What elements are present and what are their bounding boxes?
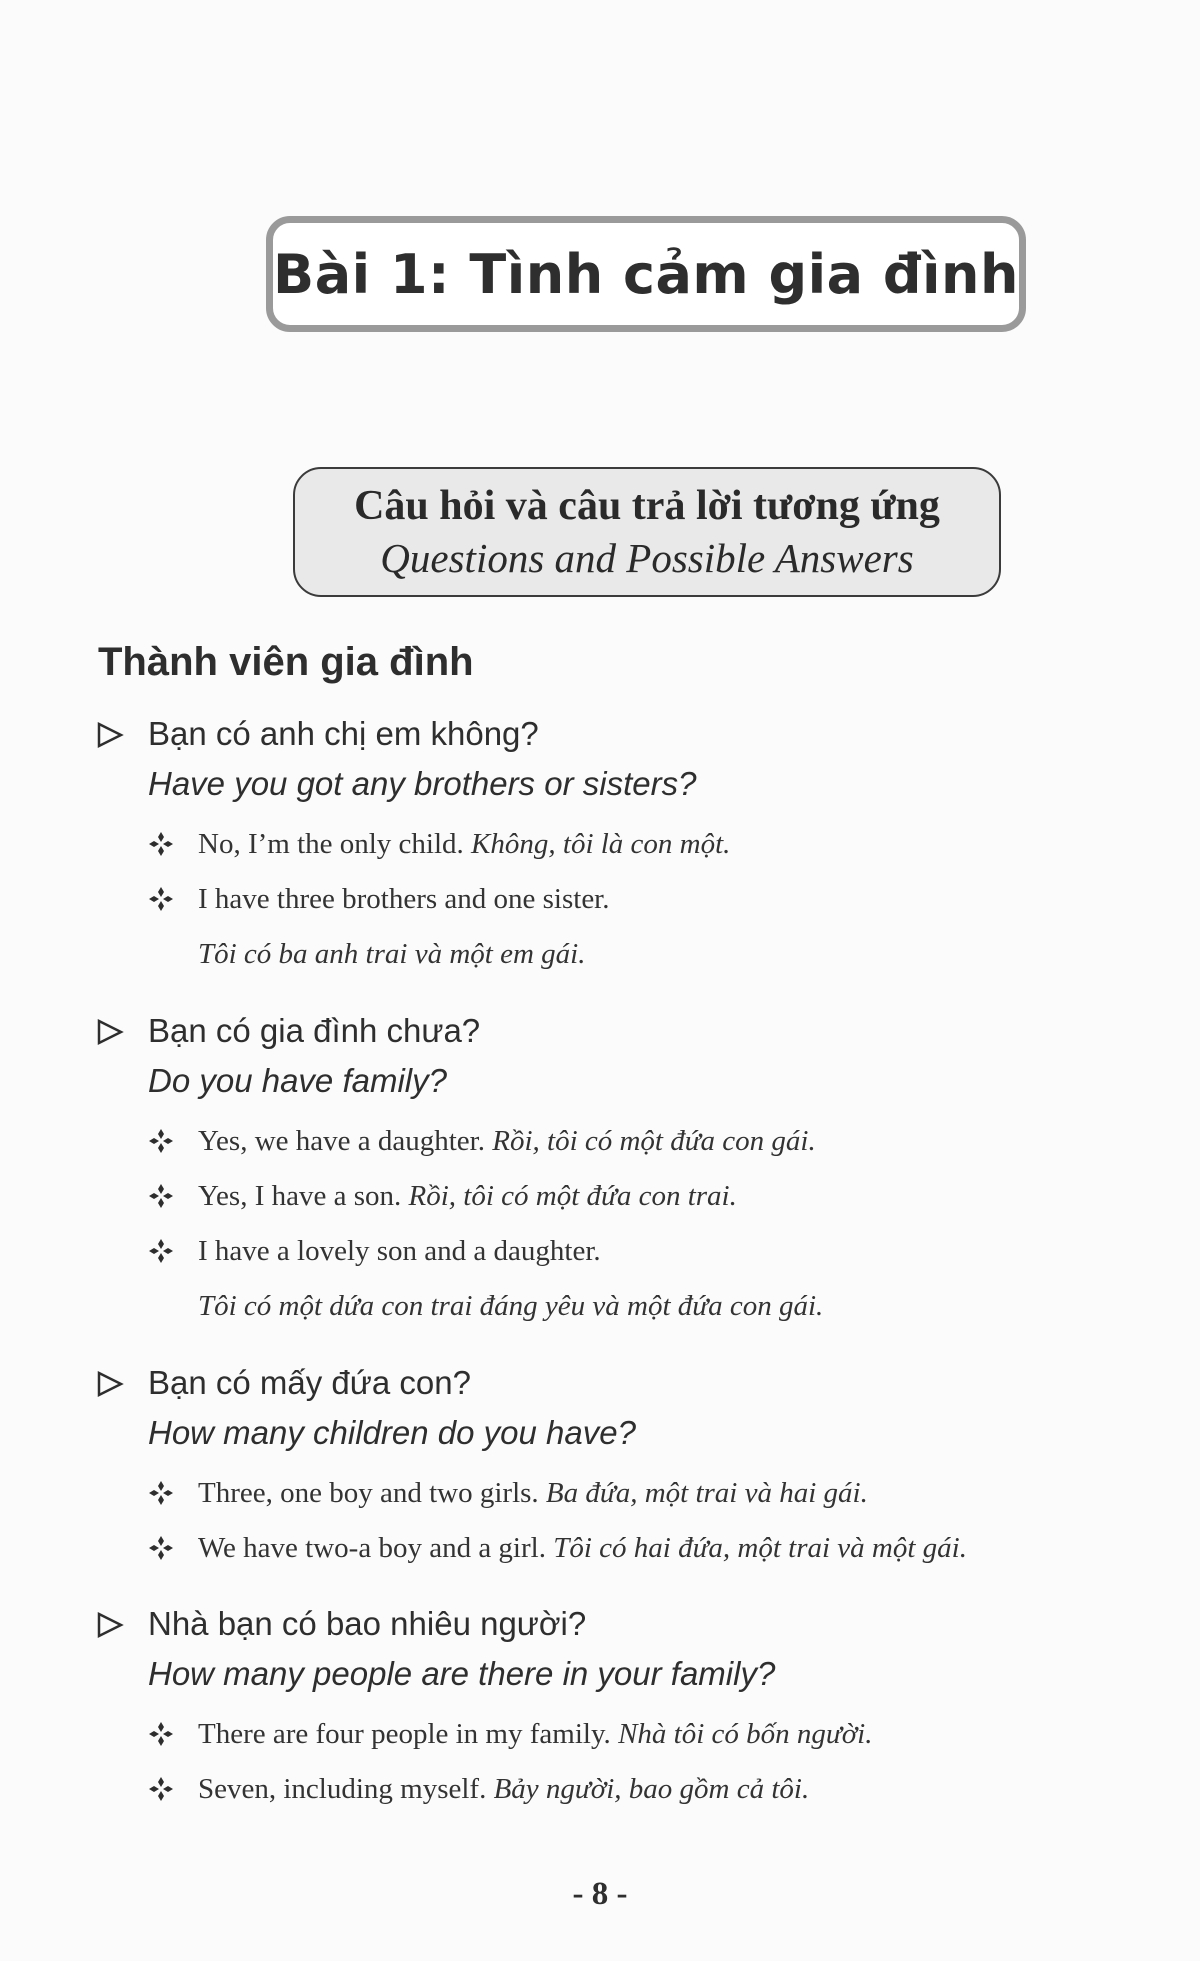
four-diamond-star-icon <box>148 1128 174 1154</box>
four-diamond-star-icon <box>148 1480 174 1506</box>
answer-list <box>96 1114 1156 1334</box>
four-diamond-star-icon <box>148 1183 174 1209</box>
question-vietnamese <box>96 1006 1156 1056</box>
question-block <box>96 1006 1156 1334</box>
answer-english: Three, one boy and two girls. <box>198 1477 539 1509</box>
four-diamond-star-icon <box>148 831 174 857</box>
question-vi-text: Bạn có mấy đứa con? <box>148 1364 471 1401</box>
question-english: Do you have family? <box>148 1062 447 1099</box>
subtitle-vietnamese: Câu hỏi và câu trả lời tương ứng <box>354 483 940 529</box>
lesson-title: Bài 1: Tình cảm gia đình <box>273 242 1019 306</box>
four-diamond-star-icon <box>148 1535 174 1561</box>
answer-english: No, I’m the only child. <box>198 828 464 860</box>
four-diamond-star-icon <box>148 1776 174 1802</box>
answer-item <box>96 1521 1156 1576</box>
answer-vietnamese: Tôi có ba anh trai và một em gái. <box>198 938 586 970</box>
question-english: How many people are there in your family? <box>148 1655 776 1692</box>
answer-english: Yes, we have a daughter. <box>198 1125 485 1157</box>
section-heading: Thành viên gia đình <box>98 640 474 684</box>
triangle-outline-icon <box>96 721 124 749</box>
answer-list <box>96 817 1156 982</box>
question-vi-text: Bạn có anh chị em không? <box>148 715 539 752</box>
triangle-outline-icon <box>96 1611 124 1639</box>
answer-list <box>96 1466 1156 1576</box>
answer-list <box>96 1707 1156 1817</box>
question-english: How many children do you have? <box>148 1414 636 1451</box>
answer-vietnamese: Tôi có một dứa con trai đáng yêu và một đứa con gái. <box>198 1290 824 1322</box>
subtitle-english: Questions and Possible Answers <box>380 535 914 581</box>
question-block <box>96 1358 1156 1576</box>
four-diamond-star-icon <box>148 1721 174 1747</box>
answer-english: Seven, including myself. <box>198 1773 487 1805</box>
answer-item <box>96 1169 1156 1224</box>
answer-item <box>96 817 1156 872</box>
question-english: Have you got any brothers or sisters? <box>148 765 697 802</box>
answer-item <box>96 1114 1156 1169</box>
subtitle-box <box>293 467 1001 597</box>
page-number: - 8 - <box>572 1876 628 1912</box>
question-block <box>96 1599 1156 1817</box>
question-vi-text: Bạn có gia đình chưa? <box>148 1012 481 1049</box>
answer-vietnamese: Bảy người, bao gồm cả tôi. <box>493 1773 810 1805</box>
answer-english: We have two-a boy and a girl. <box>198 1532 546 1564</box>
triangle-outline-icon <box>96 1370 124 1398</box>
answer-english: I have three brothers and one sister. <box>198 883 610 915</box>
question-vietnamese <box>96 1358 1156 1408</box>
question-vietnamese <box>96 709 1156 759</box>
answer-vietnamese: Rồi, tôi có một đứa con trai. <box>408 1180 737 1212</box>
four-diamond-star-icon <box>148 886 174 912</box>
answer-english: Yes, I have a son. <box>198 1180 402 1212</box>
answer-item <box>96 1466 1156 1521</box>
answer-english: There are four people in my family. <box>198 1718 611 1750</box>
answer-vietnamese: Rồi, tôi có một đứa con gái. <box>492 1125 816 1157</box>
answer-vietnamese: Không, tôi là con một. <box>471 828 731 860</box>
answer-vietnamese: Nhà tôi có bốn người. <box>618 1718 873 1750</box>
answer-item <box>96 1707 1156 1762</box>
answer-english: I have a lovely son and a daughter. <box>198 1235 601 1267</box>
answer-vietnamese: Tôi có hai đứa, một trai và một gái. <box>553 1532 967 1564</box>
answer-item <box>96 1762 1156 1817</box>
answer-vietnamese: Ba đứa, một trai và hai gái. <box>545 1477 868 1509</box>
four-diamond-star-icon <box>148 1238 174 1264</box>
lesson-title-box <box>266 216 1026 332</box>
question-vietnamese <box>96 1599 1156 1649</box>
question-vi-text: Nhà bạn có bao nhiêu người? <box>148 1605 587 1642</box>
answer-item <box>96 872 1156 927</box>
answer-item <box>96 1224 1156 1279</box>
question-block <box>96 709 1156 982</box>
triangle-outline-icon <box>96 1018 124 1046</box>
